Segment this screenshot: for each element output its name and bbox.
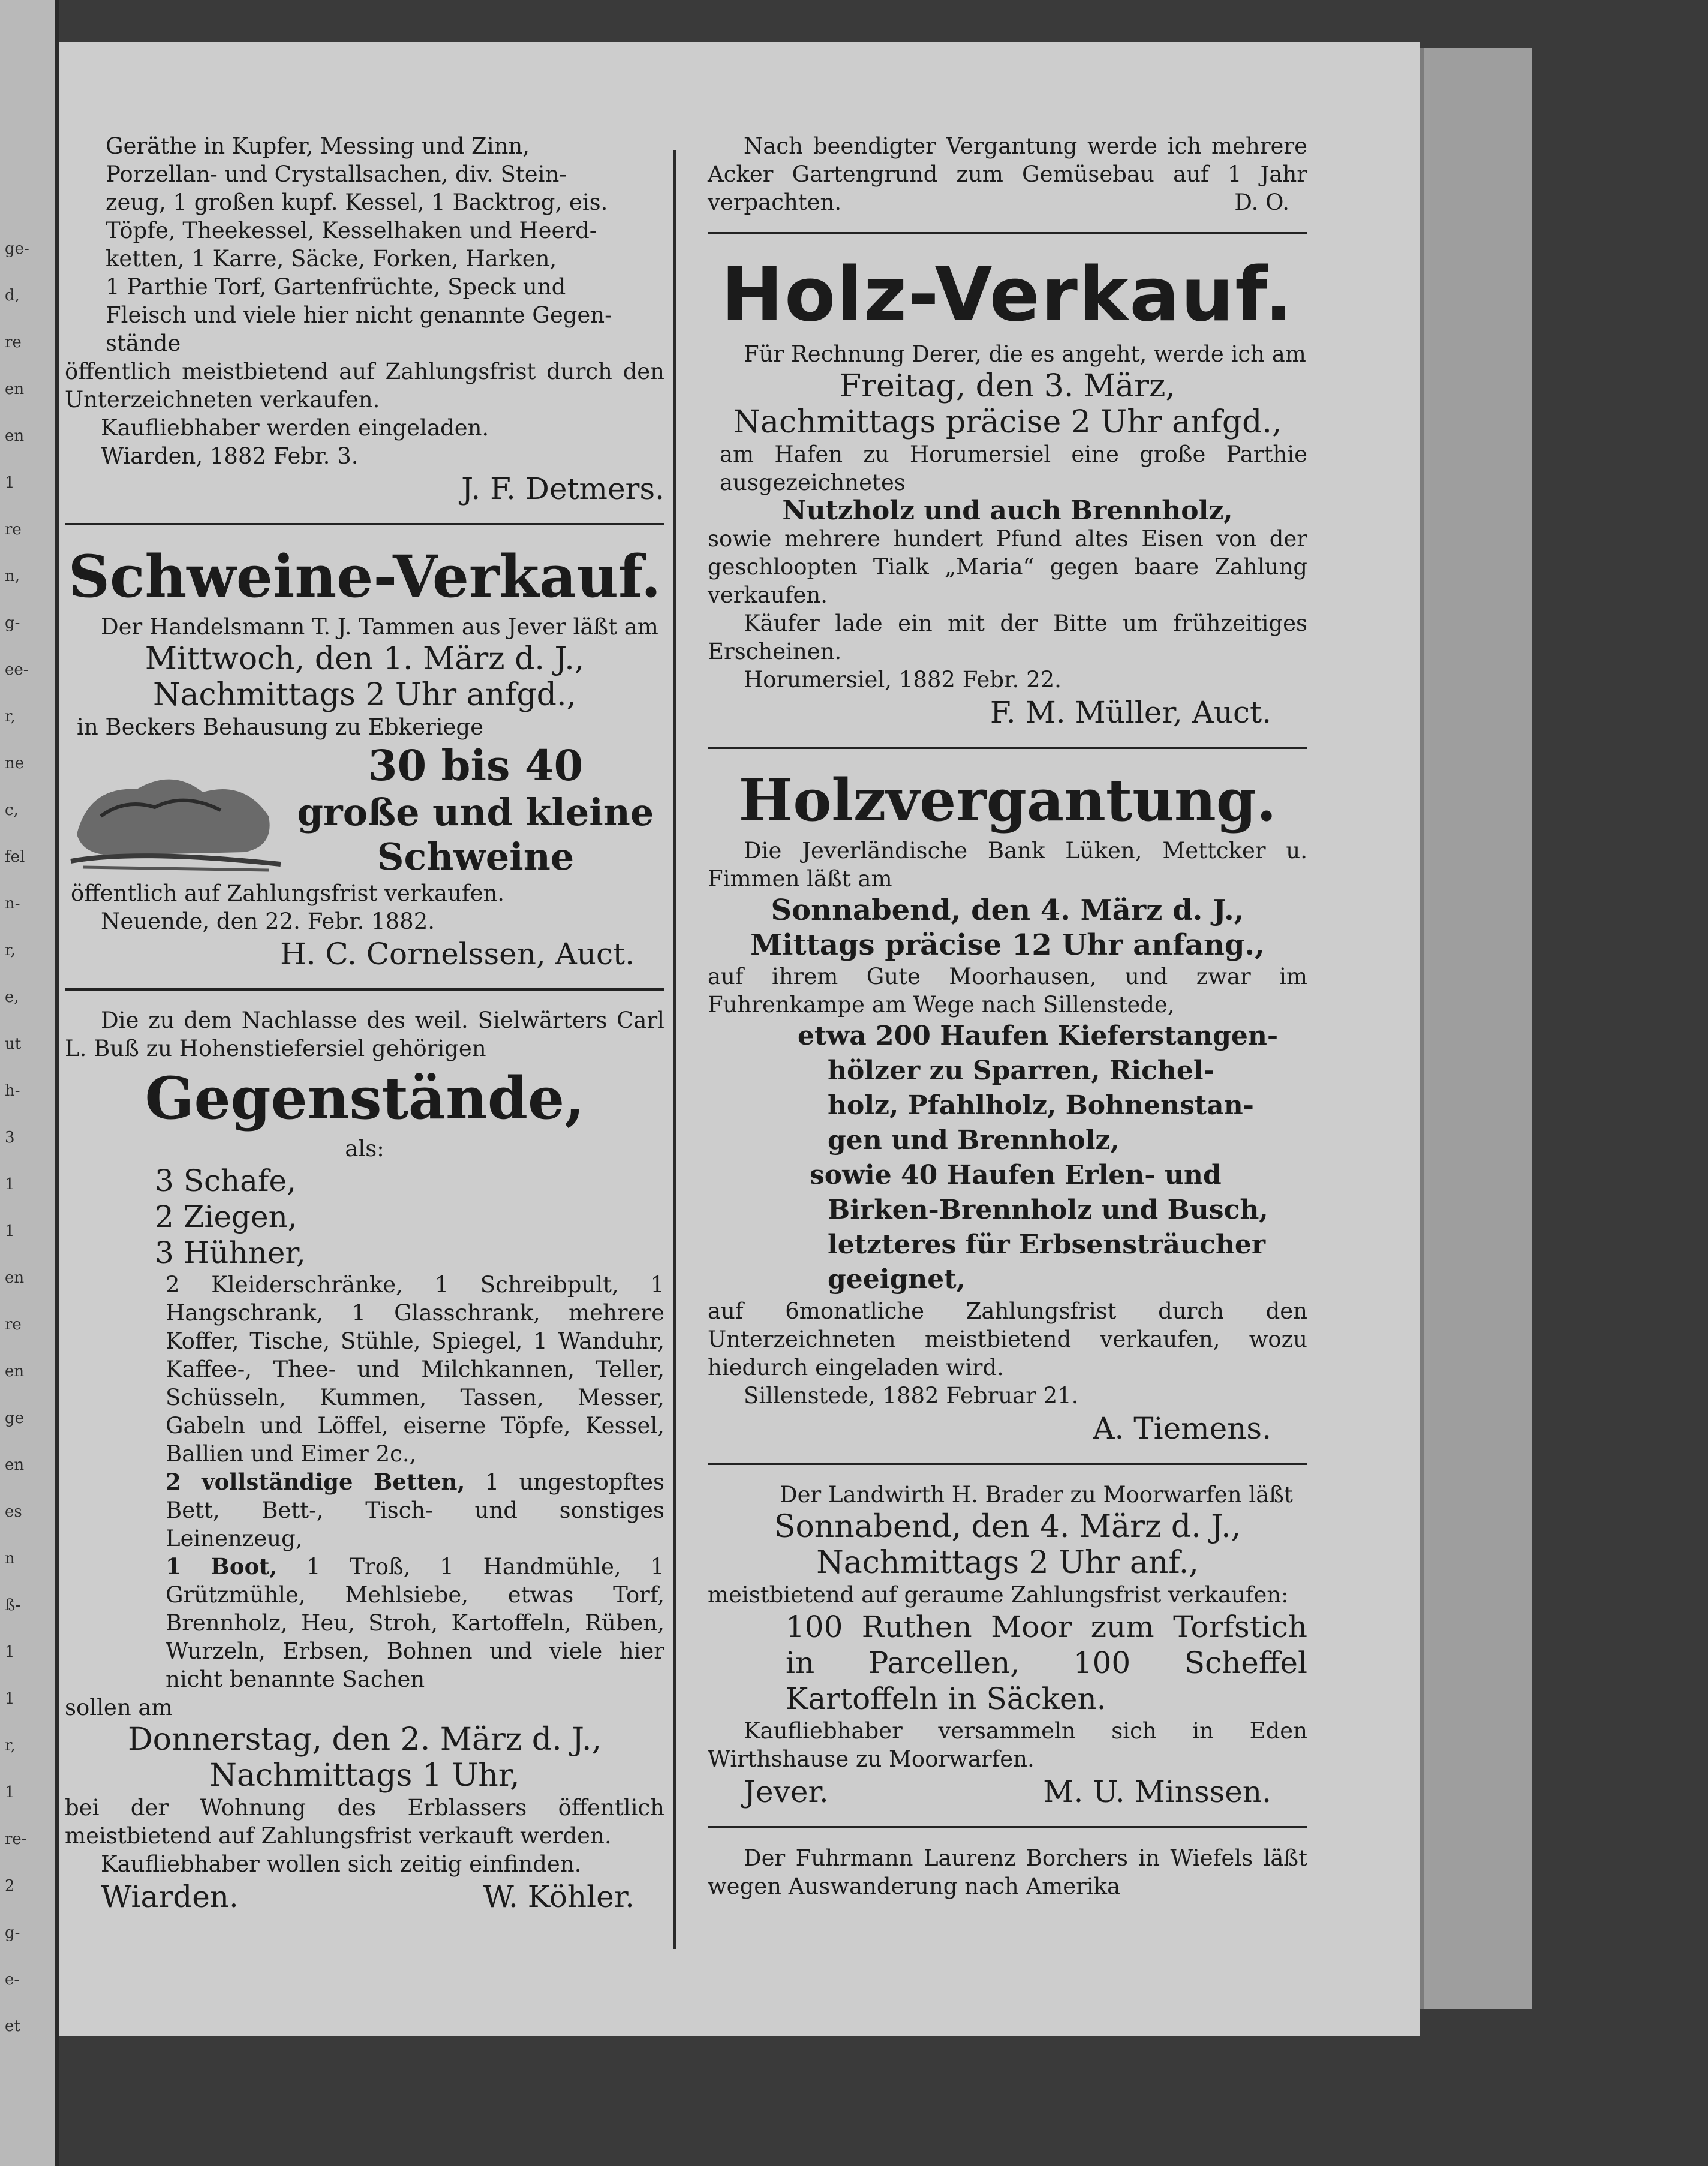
strip-fragment: 1 xyxy=(5,1783,15,1801)
strip-fragment: en xyxy=(5,427,25,445)
ad-moor xyxy=(708,1481,1307,1810)
ad-signature: A. Tiemens. xyxy=(1093,1411,1271,1446)
item-big: 3 Hühner, xyxy=(155,1235,306,1270)
strip-fragment: en xyxy=(5,1362,25,1380)
items-text: 2 Kleiderschränke, 1 Schreibpult, 1 Hangschrank, 1 Glasschrank, mehrere Koffer, Tische, Stühle, Spiegel, 1 Wanduhr, Kaffee-, Thee- und Milchkannen, Teller, Schüsseln, Kummen, Tassen, Messer, Gabeln und Löffel, eiserne Töpfe, Kessel, Ballien und Eimer 2c., xyxy=(166,1272,664,1467)
ad-text: Der Fuhrmann Laurenz Borchers in Wiefels läßt wegen Auswanderung nach Amerika xyxy=(708,1845,1307,1899)
ad-location: in Beckers Behausung zu Ebkeriege xyxy=(77,714,483,740)
ad-divider xyxy=(708,232,1307,234)
betten-bold: 2 vollständige Betten, xyxy=(166,1469,465,1495)
ad-invite: Kaufliebhaber wollen sich zeitig einfinden. xyxy=(101,1851,582,1877)
pig-line-1: große und kleine xyxy=(297,790,654,834)
ad-signature: F. M. Müller, Auct. xyxy=(990,695,1271,730)
ad-sollen: sollen am xyxy=(65,1695,173,1720)
ad-als: als: xyxy=(345,1136,384,1162)
item-big: 3 Schafe, xyxy=(155,1163,296,1198)
pig-block xyxy=(65,741,664,879)
strip-fragment: e, xyxy=(5,988,19,1006)
strip-fragment: re xyxy=(5,1316,22,1334)
text-line: Fleisch und viele hier nicht genannte Gegen- xyxy=(106,302,612,328)
ad-date: Donnerstag, den 2. März d. J., xyxy=(127,1722,602,1758)
strip-fragment: en xyxy=(5,1456,25,1474)
ad-body: öffentlich auf Zahlungsfrist verkaufen. xyxy=(71,880,505,906)
ad-intro: Die Jeverländische Bank Lüken, Mettcker u. Fimmen läßt am xyxy=(708,838,1307,892)
ad-place-date: Wiarden, 1882 Febr. 3. xyxy=(101,443,359,469)
strip-fragment: ut xyxy=(5,1035,22,1053)
strip-fragment: d, xyxy=(5,287,20,305)
ad-body: bei der Wohnung des Erblassers öffentlich meistbietend auf Zahlungsfrist verkauft werden. xyxy=(65,1795,664,1849)
ad-divider xyxy=(708,1463,1307,1465)
ad-intro: Der Landwirth H. Brader zu Moorwarfen läßt xyxy=(780,1482,1293,1508)
ad-body: auf 6monatliche Zahlungsfrist durch den Unterzeichneten meistbietend verkaufen, wozu hiedurch eingeladen wird. xyxy=(708,1298,1307,1380)
strip-fragment: ne xyxy=(5,754,25,772)
text-line: zeug, 1 großen kupf. Kessel, 1 Backtrog, eis. xyxy=(106,189,608,215)
ad-invite: Kaufliebhaber versammeln sich in Eden Wirthshause zu Moorwarfen. xyxy=(708,1718,1307,1772)
ad-signature: J. F. Detmers. xyxy=(461,471,664,506)
ad-place-date: Horumersiel, 1882 Febr. 22. xyxy=(744,667,1062,693)
strip-fragment: 3 xyxy=(5,1129,15,1147)
strip-fragment: h- xyxy=(5,1082,20,1100)
boot-bold: 1 Boot, xyxy=(166,1553,278,1580)
ad-gegenstaende xyxy=(65,1006,664,1915)
ad-place-date: Neuende, den 22. Febr. 1882. xyxy=(101,908,435,934)
ad-time: Nachmittags 2 Uhr anf., xyxy=(816,1545,1199,1581)
page-edge xyxy=(1415,48,1532,2009)
ad-location: auf ihrem Gute Moorhausen, und zwar im Fuhrenkampe am Wege nach Sillenstede, xyxy=(708,964,1307,1018)
strip-fragment: n xyxy=(5,1550,15,1568)
bold-line: Birken-Brennholz und Busch, xyxy=(828,1195,1268,1225)
ad-time: Mittags präcise 12 Uhr anfang., xyxy=(750,928,1265,962)
ad-place-date: Sillenstede, 1882 Februar 21. xyxy=(744,1383,1079,1409)
ad-intro: Der Handelsmann T. J. Tammen aus Jever läßt am xyxy=(101,614,658,640)
ad-signature: H. C. Cornelssen, Auct. xyxy=(280,937,635,971)
ad-footer xyxy=(65,1878,664,1915)
betten-rest: 1 ungestopftes Bett, Bett-, Tisch- und sonstiges Leinenzeug, xyxy=(166,1469,664,1551)
ad-items: 100 Ruthen Moor zum Torfstich in Parcellen, 100 Scheffel Kartoffeln in Säcken. xyxy=(786,1610,1307,1716)
column-divider xyxy=(673,150,676,1949)
ad-borchers xyxy=(708,1844,1307,1900)
strip-fragment: ge- xyxy=(5,240,29,258)
strip-fragment: 2 xyxy=(5,1877,15,1895)
strip-fragment: 1 xyxy=(5,1175,15,1193)
item-big: 2 Ziegen, xyxy=(155,1199,297,1234)
pig-illustration-icon xyxy=(65,744,287,876)
ad-signature: W. Köhler. xyxy=(483,1879,635,1914)
bold-line: geeignet, xyxy=(828,1264,966,1295)
strip-fragment: re- xyxy=(5,1830,27,1848)
ad-intro: Die zu dem Nachlasse des weil. Sielwärters Carl L. Buß zu Hohenstiefersiel gehörigen xyxy=(65,1007,664,1061)
bold-line: sowie 40 Haufen Erlen- und xyxy=(810,1160,1222,1190)
ad-invite: Käufer lade ein mit der Bitte um frühzeitiges Erscheinen. xyxy=(708,610,1307,664)
ad-time: Nachmittags präcise 2 Uhr anfgd., xyxy=(733,404,1282,440)
left-column xyxy=(65,132,664,1915)
ad-wood: Nutzholz und auch Brennholz, xyxy=(782,495,1233,526)
strip-fragment: 1 xyxy=(5,474,15,492)
bold-line: gen und Brennholz, xyxy=(828,1125,1120,1156)
ad-signature: M. U. Minssen. xyxy=(1043,1774,1271,1809)
ad-holz-verkauf xyxy=(708,250,1307,731)
ad-date: Mittwoch, den 1. März d. J., xyxy=(145,641,585,677)
strip-fragment: r, xyxy=(5,1737,16,1755)
strip-fragment: es xyxy=(5,1503,22,1521)
ad-text: Nach beendigter Vergantung werde ich mehrere Acker Gartengrund zum Gemüsebau auf 1 Jahr verpachten. xyxy=(708,133,1307,215)
ad-date: Sonnabend, den 4. März d. J., xyxy=(774,1509,1241,1545)
bold-line: letzteres für Erbsensträucher xyxy=(828,1229,1265,1260)
pig-text xyxy=(287,741,664,879)
right-column xyxy=(708,132,1307,1900)
ad-heading: Holz-Verkauf. xyxy=(721,252,1294,338)
strip-fragment: et xyxy=(5,2017,20,2035)
ad-date: Sonnabend, den 4. März d. J., xyxy=(771,894,1244,927)
ad-date: Freitag, den 3. März, xyxy=(840,368,1175,404)
ad-place: Jever. xyxy=(744,1774,829,1809)
strip-fragment: re xyxy=(5,521,22,539)
ad-time: Nachmittags 2 Uhr anfgd., xyxy=(152,677,577,713)
pig-count: 30 bis 40 xyxy=(368,741,584,790)
strip-fragment: n- xyxy=(5,895,20,913)
bold-line: holz, Pfahlholz, Bohnenstan- xyxy=(828,1090,1254,1121)
ad-location: am Hafen zu Horumersiel eine große Parthie ausgezeichnetes xyxy=(720,441,1307,495)
ad-time: Nachmittags 1 Uhr, xyxy=(209,1758,520,1794)
strip-fragment: ge xyxy=(5,1409,25,1427)
boot-line xyxy=(65,1553,664,1693)
ad-body: öffentlich meistbietend auf Zahlungsfrist durch den Unterzeichneten verkaufen. xyxy=(65,359,664,413)
previous-page-strip xyxy=(0,0,59,2166)
bold-line: hölzer zu Sparren, Richel- xyxy=(828,1055,1214,1086)
ad-verpachtung xyxy=(708,132,1307,216)
pig-line-2: Schweine xyxy=(377,835,575,879)
ad-heading: Gegenstände, xyxy=(145,1064,585,1132)
ad-divider xyxy=(708,1826,1307,1828)
strip-fragment: g- xyxy=(5,614,20,632)
ad-divider xyxy=(65,523,664,525)
ad-holzvergantung xyxy=(708,765,1307,1447)
ad-heading: Holzvergantung. xyxy=(738,766,1277,834)
ad-body: meistbietend auf geraume Zahlungsfrist verkaufen: xyxy=(708,1582,1289,1608)
strip-fragment: g- xyxy=(5,1924,20,1942)
strip-fragment: r, xyxy=(5,708,16,726)
text-line: stände xyxy=(106,330,181,356)
text-line: Töpfe, Theekessel, Kesselhaken und Heerd- xyxy=(106,218,597,243)
strip-fragment: n, xyxy=(5,567,20,585)
ad-place: Wiarden. xyxy=(101,1879,239,1914)
text-line: Porzellan- und Crystallsachen, div. Stein- xyxy=(106,161,567,187)
ad-divider xyxy=(65,988,664,991)
strip-fragment: r, xyxy=(5,941,16,959)
strip-fragment: re xyxy=(5,333,22,351)
ad-intro: Für Rechnung Derer, die es angeht, werde ich am xyxy=(744,341,1306,367)
bold-line: etwa 200 Haufen Kieferstangen- xyxy=(798,1021,1279,1051)
text-line: ketten, 1 Karre, Säcke, Forken, Harken, xyxy=(106,246,557,272)
ad-divider xyxy=(708,747,1307,749)
strip-fragment: c, xyxy=(5,801,19,819)
strip-fragment: 1 xyxy=(5,1690,15,1708)
strip-fragment: en xyxy=(5,380,25,398)
ad-schweine xyxy=(65,541,664,973)
strip-fragment: 1 xyxy=(5,1643,15,1661)
betten-line xyxy=(65,1468,664,1553)
text-line: Geräthe in Kupfer, Messing und Zinn, xyxy=(106,133,530,159)
strip-fragment: ß- xyxy=(5,1596,21,1614)
ad-invite: Kaufliebhaber werden eingeladen. xyxy=(101,415,489,441)
boot-rest: 1 Troß, 1 Handmühle, 1 Grützmühle, Mehlsiebe, etwas Torf, Brennholz, Heu, Stroh, Kartoffeln, Rüben, Wurzeln, Erbsen, Bohnen und viele hier nicht benannte Sachen xyxy=(166,1554,665,1692)
strip-fragment: e- xyxy=(5,1971,20,1988)
strip-fragment: fel xyxy=(5,848,25,866)
strip-fragment: en xyxy=(5,1269,25,1287)
ad-heading: Schweine-Verkauf. xyxy=(68,543,661,610)
text-line: 1 Parthie Torf, Gartenfrüchte, Speck und xyxy=(106,274,566,300)
newspaper-page xyxy=(59,42,1420,2036)
strip-fragment: 1 xyxy=(5,1222,15,1240)
ad-detmers-items xyxy=(65,132,664,357)
ad-footer xyxy=(708,1773,1307,1810)
ad-signature: D. O. xyxy=(1234,189,1289,215)
strip-fragment: ee- xyxy=(5,661,29,679)
ad-body: sowie mehrere hundert Pfund altes Eisen von der geschloopten Tialk „Maria“ gegen baare Zahlung verkaufen. xyxy=(708,526,1307,608)
ad-detmers xyxy=(65,132,664,507)
